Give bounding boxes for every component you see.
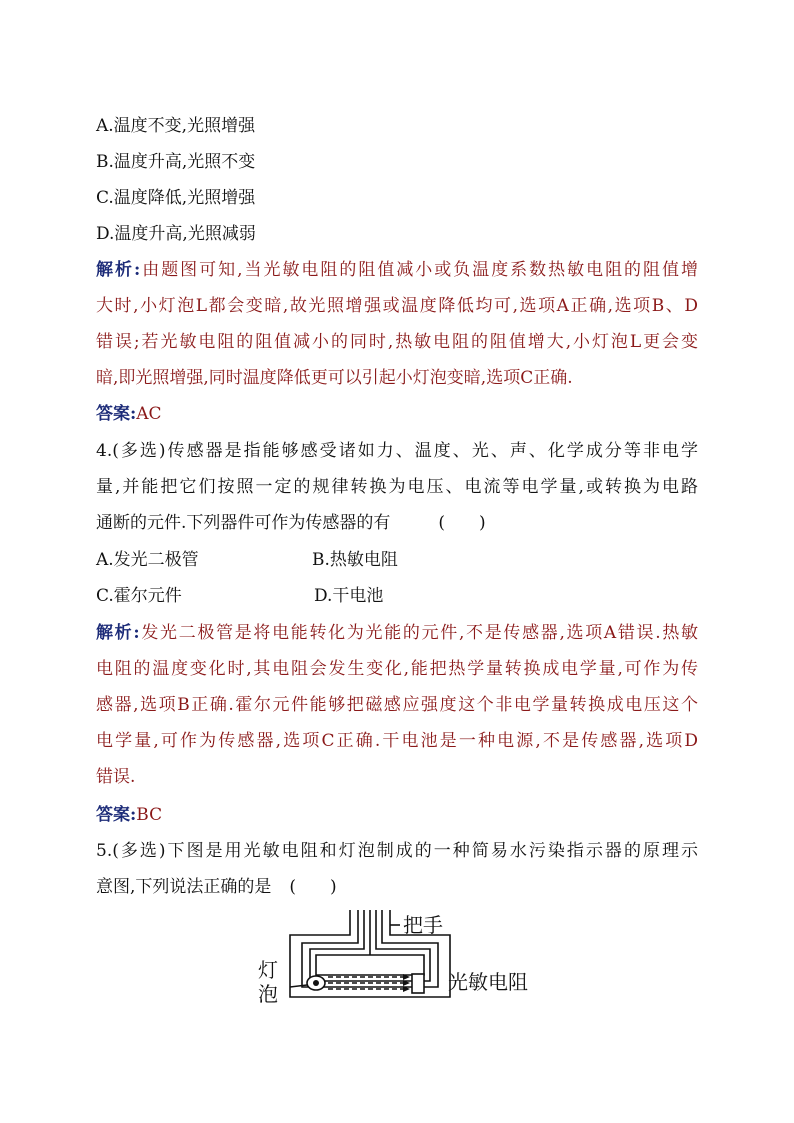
- q3-option-c: C.温度降低,光照增强: [96, 188, 256, 208]
- q3-analysis-line-2: 大时,小灯泡L都会变暗,故光照增强或温度降低均可,选项A正确,选项B、D: [96, 296, 698, 316]
- q4-analysis-label: 解析:: [96, 623, 140, 643]
- light-arrowheads: [403, 974, 410, 992]
- q4-analysis-line-5: 错误.: [96, 767, 136, 787]
- q3-analysis-line-3: 错误;若光敏电阻的阻值减小的同时,热敏电阻的阻值增大,小灯泡L更会变: [96, 332, 698, 352]
- photoresistor-label: 光敏电阻: [448, 970, 528, 994]
- q4-analysis-line-2: 电阻的温度变化时,其电阻会发生变化,能把热学量转换成电学量,可作为传: [96, 659, 698, 679]
- q3-option-d: D.温度升高,光照减弱: [96, 224, 256, 244]
- q4-stem-line-1: 4.(多选)传感器是指能够感受诸如力、温度、光、声、化学成分等非电学: [96, 441, 698, 461]
- q4-options-row-1: [96, 549, 698, 571]
- q4-option-a: A.发光二极管: [96, 550, 199, 570]
- bulb-icon: [290, 976, 325, 990]
- q4-option-d: D.干电池: [314, 586, 384, 606]
- q4-options-row-2: [96, 585, 698, 607]
- q3-answer-value: AC: [136, 404, 162, 424]
- q4-option-b: B.热敏电阻: [312, 550, 398, 570]
- bulb-label-1: 灯: [258, 958, 278, 982]
- q3-answer-label: 答案:: [96, 404, 137, 424]
- q5-answer-bracket: ( ): [289, 877, 337, 897]
- q3-analysis-label: 解析:: [96, 260, 141, 280]
- q4-option-c: C.霍尔元件: [96, 586, 182, 606]
- q4-stem-line-3: 通断的元件.下列器件可作为传感器的有 ( ): [96, 513, 486, 533]
- photoresistor-icon: [412, 974, 424, 993]
- q3-analysis-line-4: 暗,即光照增强,同时温度降低更可以引起小灯泡变暗,选项C正确.: [96, 368, 573, 388]
- q3-option-b: B.温度升高,光照不变: [96, 152, 256, 172]
- q3-option-a: A.温度不变,光照增强: [96, 116, 256, 136]
- q4-answer-bracket: ( ): [438, 513, 486, 533]
- bulb-label-2: 泡: [258, 982, 278, 1006]
- q4-answer-label: 答案:: [96, 805, 137, 825]
- q4-answer: [96, 804, 698, 826]
- q3-answer: [96, 403, 698, 425]
- water-pollution-indicator-diagram: [250, 905, 540, 1010]
- q4-analysis-line-3: 感器,选项B正确.霍尔元件能够把磁感应强度这个非电学量转换成电压这个: [96, 695, 698, 715]
- q4-analysis-line-4: 电学量,可作为传感器,选项C正确.干电池是一种电源,不是传感器,选项D: [96, 731, 698, 751]
- q4-answer-value: BC: [136, 805, 163, 825]
- q4-stem-line-2: 量,并能把它们按照一定的规律转换为电压、电流等电学量,或转换为电路: [96, 477, 698, 497]
- handle-label: 把手: [403, 913, 443, 937]
- q4-analysis-line-1: 解析:发光二极管是将电能转化为光能的元件,不是传感器,选项A错误.热敏: [96, 623, 698, 643]
- q5-stem-line-1: 5.(多选)下图是用光敏电阻和灯泡制成的一种简易水污染指示器的原理示: [96, 841, 698, 861]
- q5-stem-line-2: 意图,下列说法正确的是 ( ): [96, 877, 337, 897]
- q3-analysis-line-1: 解析:由题图可知,当光敏电阻的阻值减小或负温度系数热敏电阻的阻值增: [96, 260, 698, 280]
